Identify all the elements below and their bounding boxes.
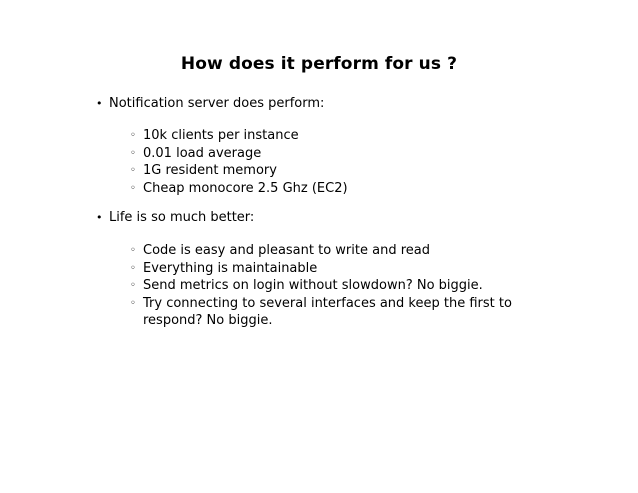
- sub-bullet-circle-icon: ◦: [130, 262, 136, 274]
- sub-bullet-label: Code is easy and pleasant to write and read: [143, 243, 430, 258]
- sub-bullet-circle-icon: ◦: [130, 130, 136, 141]
- sub-bullet-circle-icon: ◦: [130, 297, 136, 309]
- slide-title: How does it perform for us ?: [180, 54, 458, 74]
- sub-bullet-item: [130, 277, 570, 295]
- sub-bullet-list: [130, 127, 570, 197]
- sub-bullet-list: [130, 242, 570, 330]
- sub-bullet-label: Cheap monocore 2.5 Ghz (EC2): [143, 180, 348, 196]
- sub-bullet-item: [130, 295, 570, 330]
- sub-bullet-item: [130, 180, 570, 198]
- sub-bullet-label: 1G resident memory: [143, 163, 277, 178]
- sub-bullet-label: Send metrics on login without slowdown? No biggie.: [143, 278, 483, 293]
- sub-bullet-item: [130, 162, 570, 180]
- sub-bullet-circle-icon: ◦: [130, 147, 136, 159]
- sub-bullet-circle-icon: ◦: [130, 165, 136, 176]
- sub-bullet-item: [130, 242, 570, 260]
- sub-bullet-circle-icon: ◦: [130, 182, 136, 194]
- sub-bullet-label: 10k clients per instance: [143, 128, 299, 143]
- sub-bullet-circle-icon: ◦: [130, 245, 136, 256]
- sub-bullet-label: Try connecting to several interfaces and keep the first to respond? No biggie.: [143, 295, 512, 328]
- bullet-dot-icon: •: [96, 97, 103, 110]
- sub-bullet-label: 0.01 load average: [143, 145, 262, 161]
- bullet-label: Life is so much better:: [109, 210, 255, 225]
- sub-bullet-circle-icon: ◦: [130, 280, 136, 291]
- bullet-dot-icon: •: [96, 211, 103, 224]
- sub-bullet-item: [130, 145, 570, 163]
- sub-bullet-item: [130, 260, 570, 278]
- sub-bullet-label: Everything is maintainable: [143, 260, 318, 276]
- sub-bullet-item: [130, 127, 570, 145]
- bullet-label: Notification server does perform:: [109, 96, 325, 111]
